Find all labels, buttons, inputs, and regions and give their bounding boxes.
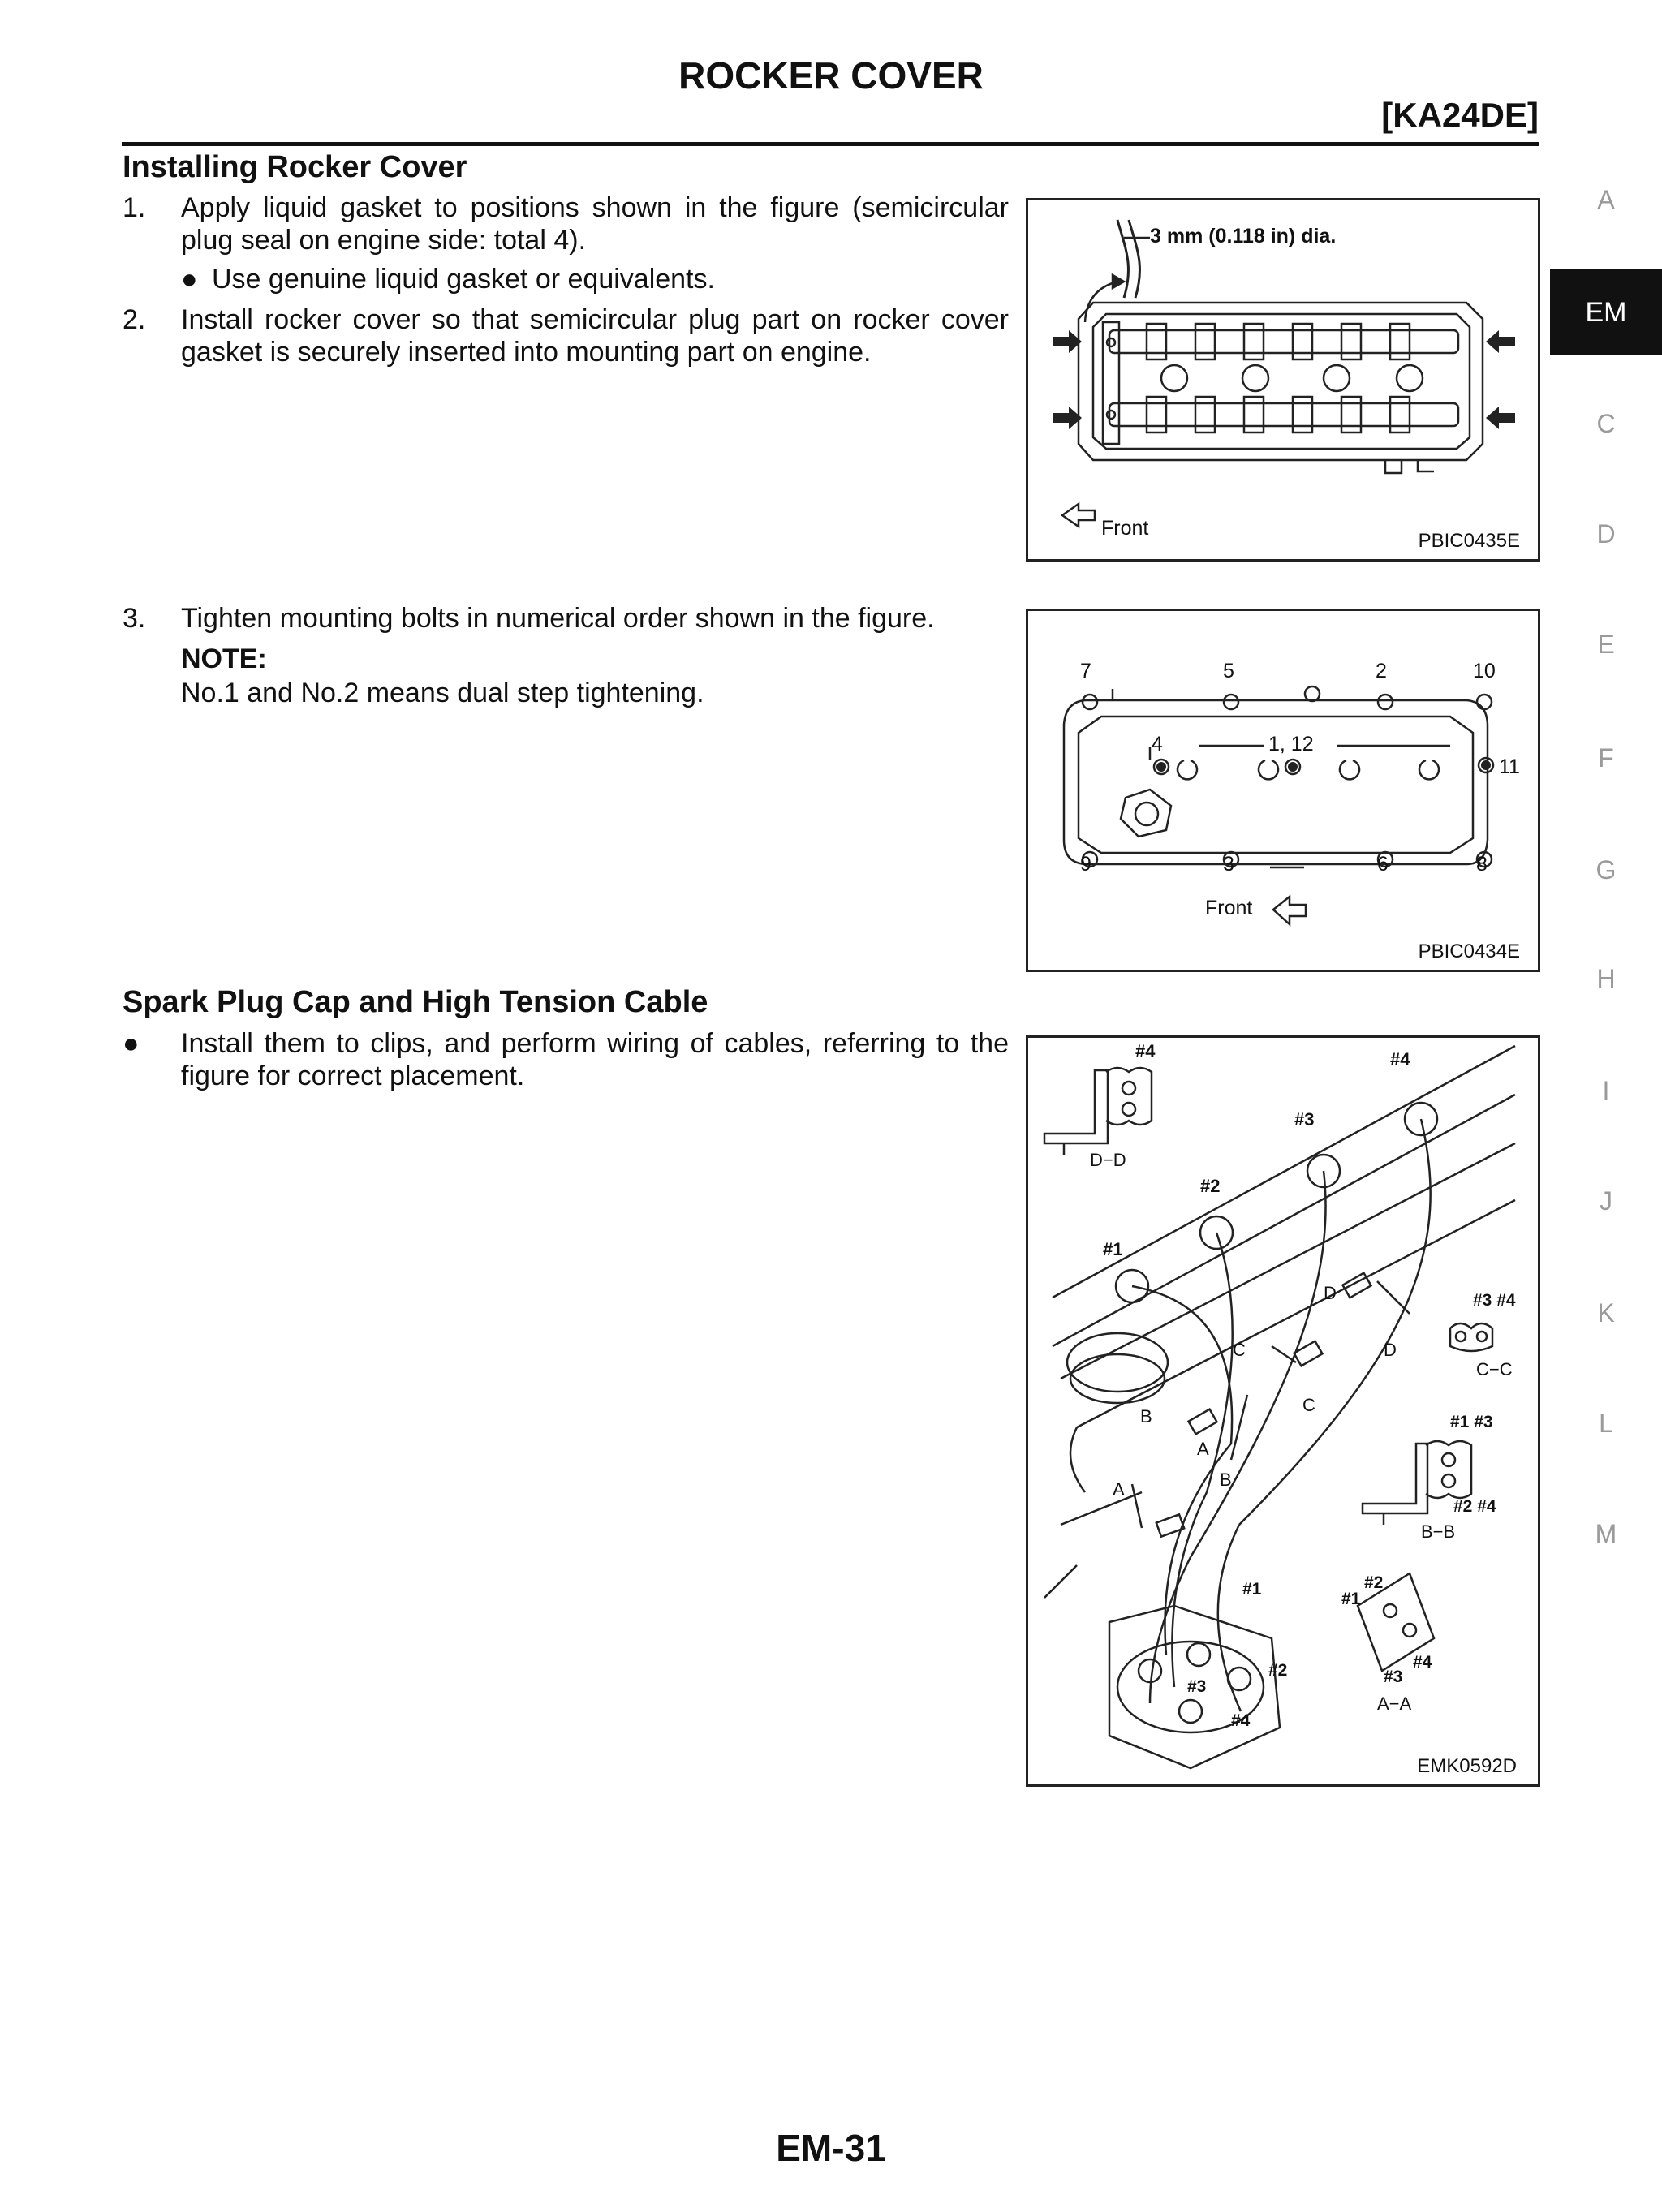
cylinder-label: #1 <box>1341 1590 1361 1608</box>
figure-bolt-tightening-order <box>1026 609 1540 972</box>
cylinder-label: #1 <box>1103 1239 1123 1259</box>
bullet-dot-icon: ● <box>181 264 198 295</box>
figure-code: PBIC0435E <box>1418 530 1520 552</box>
step-3 <box>123 602 1009 635</box>
cylinder-label: #4 <box>1135 1041 1156 1061</box>
bolt-label: 1, 12 <box>1268 733 1314 755</box>
bullet-genuine-gasket <box>181 263 1009 295</box>
figure-high-tension-cable-routing <box>1026 1035 1540 1787</box>
index-tab-f[interactable]: F <box>1598 743 1614 772</box>
figure-code: EMK0592D <box>1417 1755 1517 1777</box>
index-tab-g[interactable]: G <box>1595 855 1617 884</box>
section-marker: C <box>1302 1395 1315 1415</box>
cylinder-label: #3 #4 <box>1473 1291 1516 1310</box>
index-tab-l[interactable]: L <box>1599 1409 1613 1438</box>
header-rule <box>122 142 1539 146</box>
bullet-text: Install them to clips, and perform wiring of cables, referring to the figure for correct placement. <box>181 1028 1009 1091</box>
figure-liquid-gasket-positions <box>1026 198 1540 562</box>
cylinder-label: #4 <box>1413 1653 1432 1672</box>
section-marker: D <box>1324 1283 1337 1303</box>
front-label: Front <box>1205 897 1253 919</box>
bullet-text: Use genuine liquid gasket or equivalents. <box>212 264 715 295</box>
step-text: Tighten mounting bolts in numerical order shown in the figure. <box>181 603 935 634</box>
step-text: Apply liquid gasket to positions shown in the figure (semicircular plug seal on engine side: total 4). <box>181 192 1009 256</box>
step-2 <box>123 303 1009 368</box>
step-text: Install rocker cover so that semicircular plug part on rocker cover gasket is securely inserted into mounting part on engine. <box>181 304 1009 368</box>
section-marker: A <box>1113 1479 1125 1500</box>
section-label: A−A <box>1377 1693 1412 1714</box>
section-heading-spark-plug-cap: Spark Plug Cap and High Tension Cable <box>123 985 708 1019</box>
bolt-label: 5 <box>1223 660 1234 682</box>
bolt-label: 6 <box>1377 853 1389 876</box>
section-marker: B <box>1220 1470 1232 1490</box>
section-marker: B <box>1140 1406 1152 1427</box>
index-tab-h[interactable]: H <box>1596 964 1616 993</box>
page-title: ROCKER COVER <box>678 54 984 97</box>
note-text: No.1 and No.2 means dual step tightening. <box>181 678 704 708</box>
page-number: EM-31 <box>776 2127 886 2169</box>
tightening-sequence-diagram <box>1028 611 1538 970</box>
index-tab-j[interactable]: J <box>1600 1186 1612 1216</box>
bolt-label: 2 <box>1376 660 1387 682</box>
index-tab-d[interactable]: D <box>1596 519 1616 549</box>
section-marker: D <box>1384 1340 1397 1360</box>
cylinder-label: #3 <box>1384 1668 1403 1686</box>
step-number: 3. <box>123 603 146 634</box>
bolt-label: 4 <box>1152 733 1163 755</box>
index-tab-a[interactable]: A <box>1597 185 1615 214</box>
index-tab-e[interactable]: E <box>1597 630 1615 659</box>
bolt-label: 8 <box>1476 853 1488 876</box>
index-tab-c[interactable]: C <box>1596 409 1616 438</box>
figure-code: PBIC0434E <box>1418 940 1520 962</box>
step-1 <box>123 192 1009 256</box>
cylinder-label: #4 <box>1231 1711 1251 1730</box>
engine-code: [KA24DE] <box>1381 96 1539 134</box>
cylinder-label: #1 #3 <box>1450 1413 1493 1431</box>
index-tab-i[interactable]: I <box>1602 1076 1610 1105</box>
index-tab-m[interactable]: M <box>1595 1519 1617 1548</box>
bullet-cable-wiring <box>123 1027 1009 1092</box>
section-marker: C <box>1233 1340 1246 1360</box>
cylinder-label: #3 <box>1294 1109 1315 1130</box>
bullet-dot-icon: ● <box>123 1028 140 1059</box>
section-heading-installing-rocker-cover: Installing Rocker Cover <box>123 150 467 184</box>
cylinder-label: #4 <box>1390 1049 1410 1069</box>
cylinder-label: #1 <box>1242 1580 1262 1599</box>
cylinder-label: #3 <box>1187 1677 1207 1696</box>
cylinder-label: #2 <box>1268 1661 1288 1680</box>
bolt-label: 10 <box>1473 660 1496 682</box>
index-tab-k[interactable]: K <box>1597 1298 1615 1328</box>
cylinder-label: #2 #4 <box>1453 1497 1496 1516</box>
cylinder-label: #2 <box>1200 1176 1221 1196</box>
section-label: C−C <box>1476 1359 1513 1379</box>
section-marker: A <box>1197 1439 1209 1459</box>
front-label: Front <box>1101 517 1149 540</box>
step-number: 2. <box>123 304 146 335</box>
section-label: D−D <box>1090 1150 1126 1170</box>
bolt-label: 9 <box>1080 853 1091 876</box>
note-label: NOTE: <box>181 643 267 674</box>
bolt-label: 11 <box>1499 755 1520 778</box>
index-tab-em[interactable]: EM <box>1550 269 1662 355</box>
bolt-label: 7 <box>1080 660 1091 682</box>
section-label: B−B <box>1421 1521 1456 1542</box>
step-number: 1. <box>123 192 146 223</box>
section-index <box>1550 0 1662 2212</box>
cylinder-label: #2 <box>1364 1573 1384 1592</box>
gasket-diameter-label: 3 mm (0.118 in) dia. <box>1150 225 1337 247</box>
rocker-cover-top-view-diagram <box>1028 200 1538 559</box>
bolt-label: 3 <box>1223 853 1234 876</box>
